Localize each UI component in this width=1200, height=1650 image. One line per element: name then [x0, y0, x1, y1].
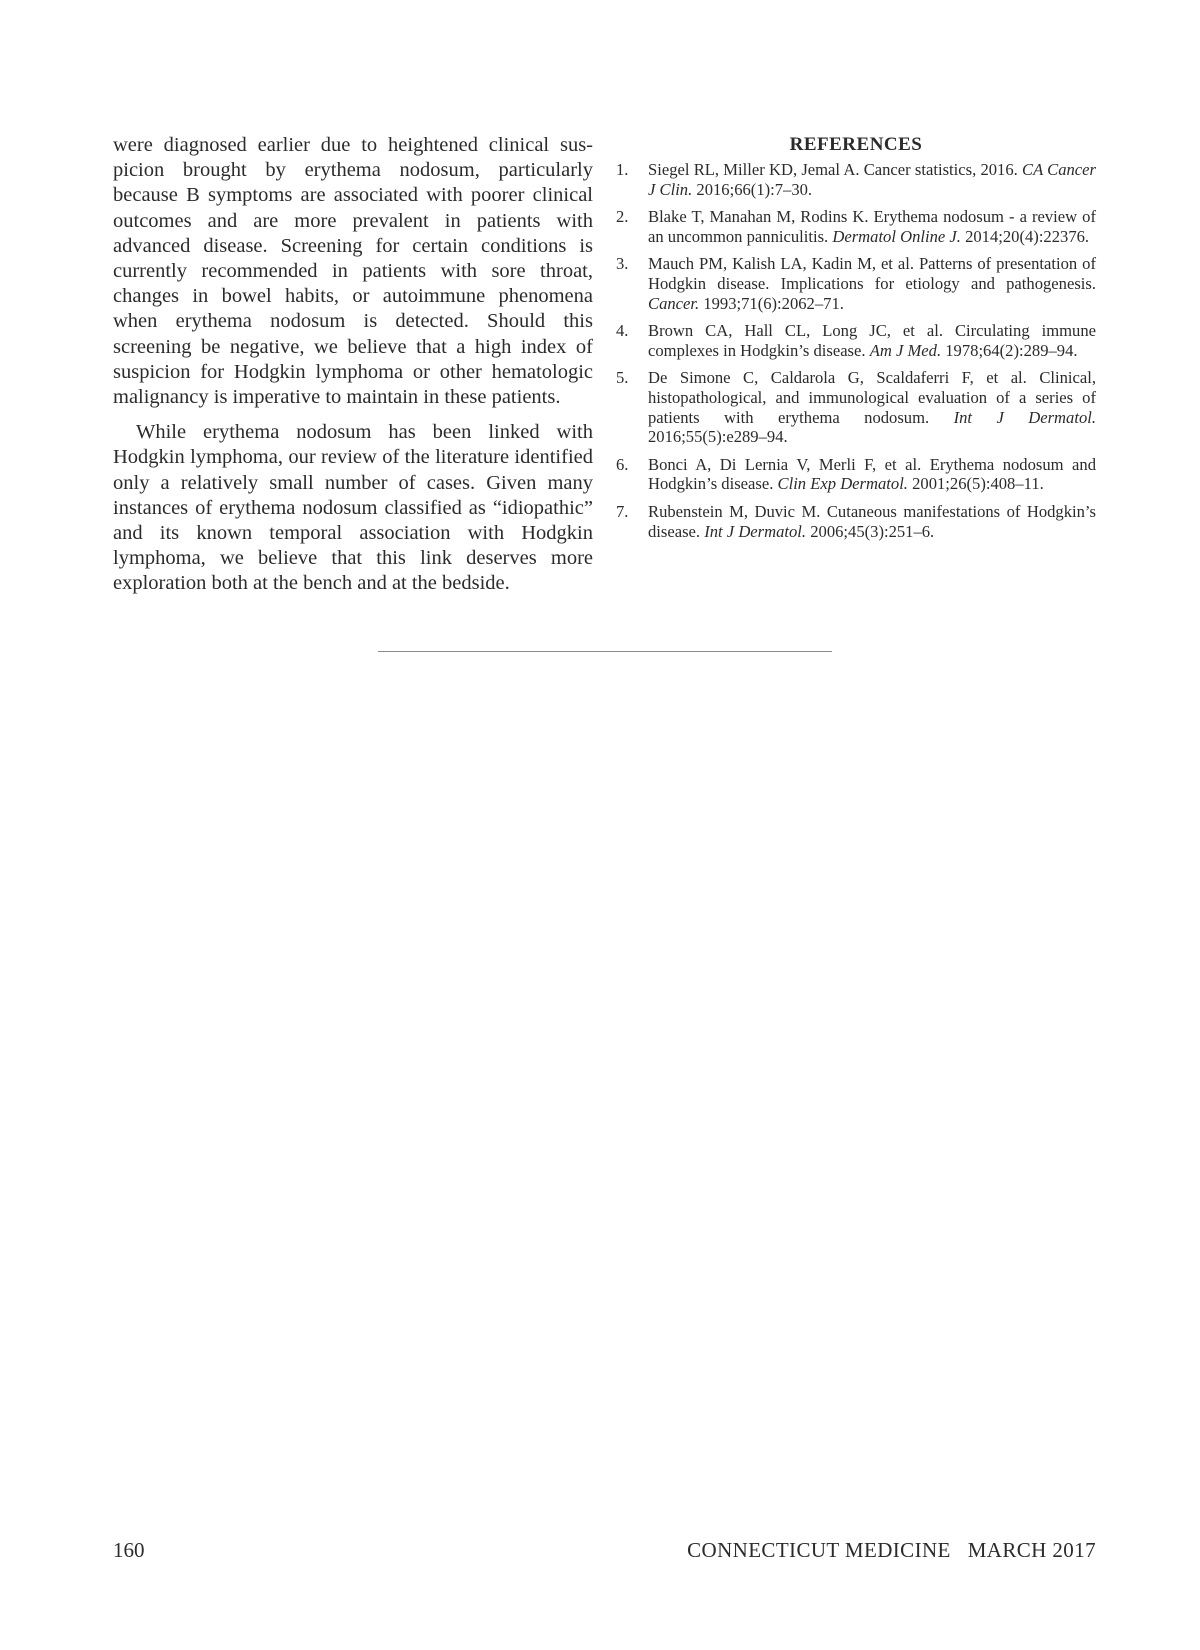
reference-authors-title: De Simone C, Caldarola G, Scaldaferri F, et al. Clinical, histopathological, and immunological evaluation of a series of patients with erythema nodosum. — [648, 368, 1096, 427]
reference-number: 1. — [616, 160, 629, 179]
reference-journal: CA Cancer J Clin. — [648, 160, 1096, 199]
reference-citation: 2016;55(5):e289–94. — [648, 427, 788, 447]
reference-text — [648, 368, 1096, 446]
reference-item — [616, 502, 1096, 541]
reference-citation: 2014;20(4):22376. — [960, 226, 1090, 246]
reference-item — [616, 254, 1096, 313]
reference-authors-title: Rubenstein M, Duvic M. Cutaneous manifestations of Hodgkin’s disease. — [648, 501, 1096, 541]
reference-authors-title: Blake T, Manahan M, Rodins K. Erythema nodosum - a review of an uncommon panniculitis. — [648, 207, 1096, 246]
reference-citation: 2006;45(3):251–6. — [806, 521, 935, 541]
reference-number: 5. — [616, 368, 629, 388]
reference-citation: 2016;66(1):7–30. — [692, 179, 813, 199]
reference-citation: 1978;64(2):289–94. — [941, 340, 1078, 360]
reference-item — [616, 321, 1096, 360]
body-text-column — [113, 133, 593, 607]
reference-journal: Dermatol Online J. — [832, 226, 961, 246]
references-heading: REFERENCES — [789, 134, 923, 155]
reference-authors-title: Brown CA, Hall CL, Long JC, et al. Circulating immune complexes in Hodgkin’s disease. — [648, 321, 1096, 360]
reference-item — [616, 368, 1096, 446]
reference-item — [616, 160, 1096, 199]
reference-text — [648, 321, 1096, 360]
reference-journal: Cancer. — [648, 293, 700, 313]
reference-number: 2. — [616, 207, 629, 227]
reference-text — [648, 455, 1096, 494]
reference-number: 7. — [616, 501, 629, 521]
body-paragraph: While erythema nodosum has been linked with Hodgkin lymphoma, our review of the literature identified only a relatively small number of cases. Given many instances of erythema nodosum classified as “idiopathic” and its known temporal association with Hodgkin lymphoma, we believe that this link deserves more exploration both at the bench and at the bedside. — [113, 421, 593, 595]
reference-list — [616, 160, 1096, 541]
reference-number: 3. — [616, 254, 629, 274]
body-paragraph: were diagnosed earlier due to heightened clinical suspicion brought by erythema nodosum, particularly because B symptoms are associated with poorer clinical outcomes and are more prevalent in patients with advanced disease. Screening for certain conditions is currently recommended in patients with sore throat, changes in bowel habits, or autoimmune phenomena when erythema nodosum is detected. Should this screening be negative, we believe that a high index of suspicion for Hodgkin lymphoma or other hematologic malignancy is imperative to maintain in these patients. — [113, 134, 593, 409]
reference-item — [616, 455, 1096, 494]
reference-item — [616, 207, 1096, 246]
reference-number: 4. — [616, 321, 629, 341]
references-section — [616, 133, 1096, 549]
reference-journal: Clin Exp Dermatol. — [777, 474, 908, 494]
reference-journal: Int J Dermatol. — [704, 521, 807, 541]
reference-number: 6. — [616, 454, 629, 474]
running-footer: CONNECTICUT MEDICINE MARCH 2017 — [687, 1538, 1096, 1562]
reference-text — [648, 254, 1096, 312]
reference-citation: 1993;71(6):2062–71. — [699, 293, 844, 313]
reference-text — [648, 160, 1096, 199]
reference-authors-title: Bonci A, Di Lernia V, Merli F, et al. Erythema nodosum and Hodgkin’s disease. — [648, 454, 1096, 494]
reference-citation: 2001;26(5):408–11. — [907, 474, 1044, 494]
section-divider — [378, 651, 832, 652]
reference-text — [648, 207, 1096, 246]
reference-journal: Int J Dermatol. — [953, 407, 1096, 427]
reference-journal: Am J Med. — [869, 340, 942, 360]
reference-authors-title: Mauch PM, Kalish LA, Kadin M, et al. Patterns of presentation of Hodgkin disease. Implications for etiology and pathogenesis. — [648, 254, 1096, 293]
reference-text — [648, 502, 1096, 541]
page-number: 160 — [113, 1538, 145, 1562]
reference-authors-title: Siegel RL, Miller KD, Jemal A. Cancer statistics, 2016. — [648, 160, 1023, 179]
